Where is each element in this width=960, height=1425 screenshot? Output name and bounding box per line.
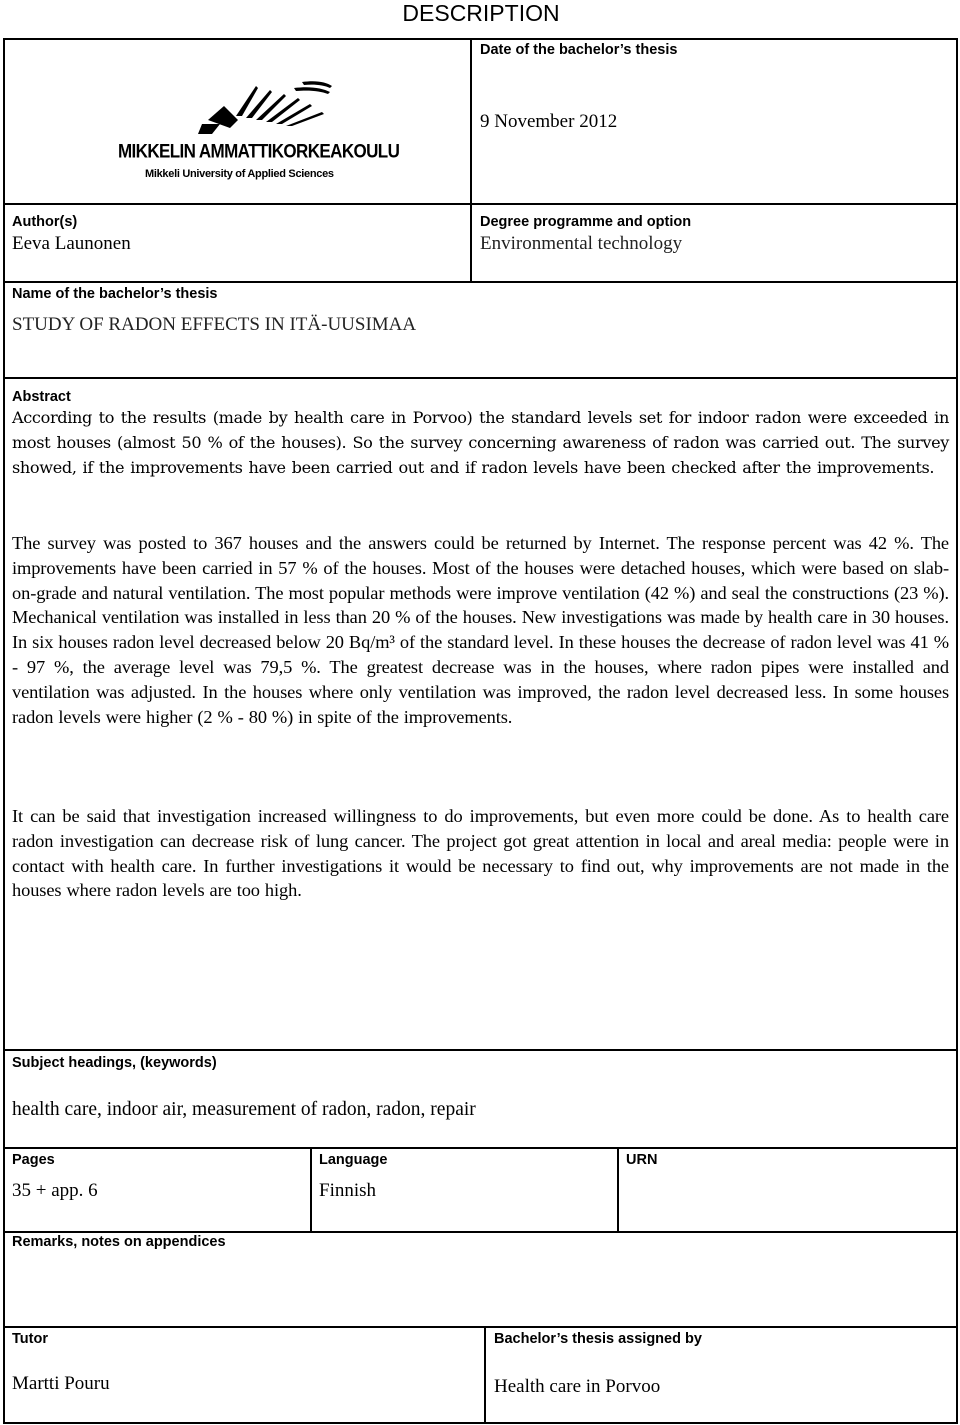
logo-name: MIKKELIN AMMATTIKORKEAKOULU <box>118 140 400 162</box>
divider <box>484 1326 486 1424</box>
divider <box>3 1147 958 1149</box>
page-title: DESCRIPTION <box>402 0 560 26</box>
assigned-by-label: Bachelor’s thesis assigned by <box>494 1331 702 1347</box>
degree-label: Degree programme and option <box>480 214 692 230</box>
table-border-bottom <box>3 1422 958 1424</box>
divider <box>3 281 958 283</box>
pages-label: Pages <box>12 1152 55 1168</box>
divider <box>3 1326 958 1328</box>
author-label: Author(s) <box>12 214 78 230</box>
keywords-label: Subject headings, (keywords) <box>12 1055 217 1071</box>
date-value: 9 November 2012 <box>480 111 618 132</box>
remarks-label: Remarks, notes on appendices <box>12 1234 226 1250</box>
language-label: Language <box>319 1152 388 1168</box>
assigned-by-value: Health care in Porvoo <box>494 1376 661 1397</box>
thesis-name-value: STUDY OF RADON EFFECTS IN ITÄ-UUSIMAA <box>12 314 417 335</box>
tutor-label: Tutor <box>12 1331 48 1347</box>
date-label: Date of the bachelor’s thesis <box>480 42 678 58</box>
abstract-paragraph-3: It can be said that investigation increased willingness to do improvements, but even more could be done. As to health care radon investigation can decrease risk of lung cancer. The project got great attention in local and areal media: people were in contact with health care. In further investigations it would be necessary to find out, why improvements are not made in the houses where radon levels are too high. <box>12 806 949 901</box>
table-border-top <box>3 38 958 40</box>
logo-subtitle: Mikkeli University of Applied Sciences <box>145 168 334 180</box>
divider <box>3 377 958 379</box>
abstract-paragraph-2: The survey was posted to 367 houses and the answers could be returned by Internet. The response percent was 42 %. The improvements have been carried in 57 % of the houses. Most of the houses were detached houses, which were based on slab-on-grade and natural ventilation. The most popular methods were improve ventilation (42 %) and seal the constructions (23 %). Mechanical ventilation was installed in less than 20 % of the houses. New investigations was made by health care in 30 houses. In six houses radon level decreased below 20 Bq/m³ of the standard level. In these houses the decrease of radon level was 41 % - 97 %, the average level was 79,5 %. The greatest decrease was in the houses, where radon pipes were installed and ventilation was adjusted. In the houses where only ventilation was improved, the radon level decreased less. In some houses radon levels were higher (2 % - 80 %) in spite of the improvements. <box>12 533 949 727</box>
divider <box>470 38 472 283</box>
abstract-paragraph-1: According to the results (made by health care in Porvoo) the standard levels set for indoor radon were exceeded in most houses (almost 50 % of the houses). So the survey concerning awareness of radon was carried out. The survey showed, if the improvements have been carried out and if radon levels have been checked after the improvements. <box>12 408 949 477</box>
abstract-label: Abstract <box>12 389 71 405</box>
urn-label: URN <box>626 1152 658 1168</box>
divider <box>3 203 958 205</box>
divider <box>310 1147 312 1232</box>
pages-value: 35 + app. 6 <box>12 1180 98 1201</box>
table-border-left <box>3 38 5 1424</box>
university-logo <box>118 80 400 184</box>
keywords-value: health care, indoor air, measurement of radon, radon, repair <box>12 1099 476 1120</box>
table-border-right <box>956 38 958 1424</box>
author-value: Eeva Launonen <box>12 233 131 254</box>
thesis-name-label: Name of the bachelor’s thesis <box>12 286 218 302</box>
logo-mark-icon <box>198 80 338 136</box>
degree-value: Environmental technology <box>480 233 683 254</box>
divider <box>617 1147 619 1232</box>
tutor-value: Martti Pouru <box>12 1373 110 1394</box>
language-value: Finnish <box>319 1180 377 1201</box>
divider <box>3 1049 958 1051</box>
